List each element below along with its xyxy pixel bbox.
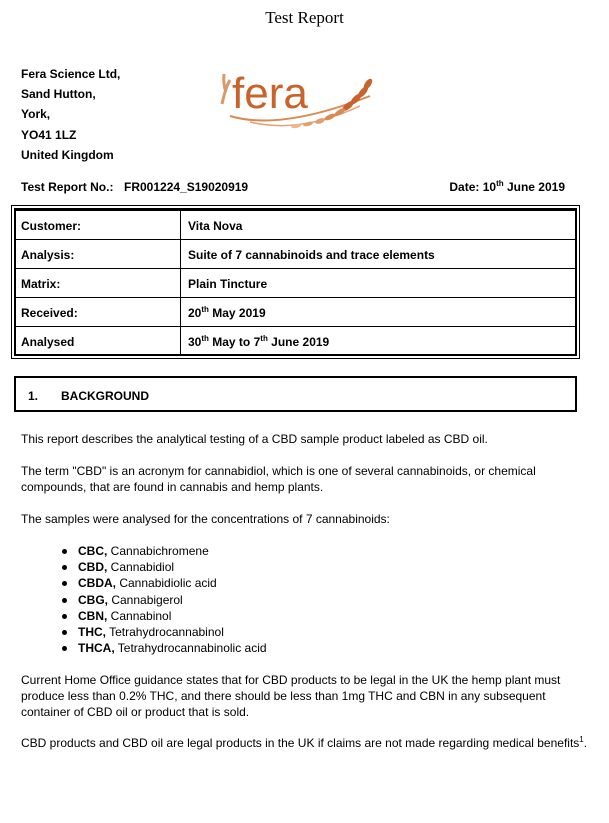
- table-row-analysed: [16, 326, 575, 355]
- cannabinoid-abbr: CBC,: [78, 544, 108, 558]
- cannabinoid-name: Tetrahydrocannabinolic acid: [114, 641, 267, 656]
- legal-text: CBD products and CBD oil are legal products in the UK if claims are not made regarding medical benefits: [21, 736, 580, 750]
- list-item: [62, 559, 267, 575]
- value-part: May 2019: [208, 306, 266, 320]
- value-part: May to 7: [208, 335, 261, 349]
- cannabinoid-abbr: CBD,: [78, 560, 108, 575]
- row-value: [188, 306, 266, 320]
- value-sup: th: [201, 305, 209, 314]
- address-line: Sand Hutton,: [21, 87, 96, 102]
- section-number: 1.: [28, 389, 39, 403]
- row-label: Analysed: [21, 335, 75, 349]
- cannabinoid-list: [62, 543, 267, 656]
- legal-text-end: .: [583, 736, 588, 750]
- value-part: June 2019: [267, 335, 330, 349]
- table-row-matrix: [16, 268, 575, 297]
- row-label: Received:: [21, 306, 78, 320]
- info-table: [14, 208, 577, 356]
- section-title: BACKGROUND: [61, 389, 149, 403]
- fera-logo: [220, 66, 380, 136]
- cannabinoid-name: Tetrahydrocannabinol: [106, 624, 224, 639]
- table-row-customer: [16, 210, 575, 239]
- cannabinoid-abbr: THCA,: [78, 641, 115, 656]
- row-label: Customer:: [21, 219, 82, 233]
- logo-text: fera: [232, 69, 308, 118]
- list-item: [62, 640, 267, 656]
- address-line: United Kingdom: [21, 147, 114, 162]
- table-row-received: [16, 297, 575, 326]
- cannabinoid-name: Cannabidiol: [107, 560, 175, 575]
- list-item: [62, 543, 267, 559]
- cannabinoid-name: Cannabigerol: [108, 592, 183, 607]
- list-item: [62, 592, 267, 608]
- paragraph-cbd-definition: The term "CBD" is an acronym for cannabidiol, which is one of several cannabinoids, or chemical compounds, that are found in cannabis and hemp plants.: [21, 464, 536, 494]
- row-value: Suite of 7 cannabinoids and trace elements: [188, 248, 435, 262]
- fera-logo-graphic: [220, 66, 380, 136]
- address-line: YO41 1LZ: [21, 127, 77, 142]
- value-sup: th: [201, 334, 209, 343]
- value-part: 20: [188, 306, 202, 320]
- report-date: [449, 180, 565, 194]
- date-prefix: Date: 10: [449, 180, 497, 194]
- value-sup: th: [260, 334, 268, 343]
- cannabinoid-name: Cannabinol: [107, 608, 172, 623]
- cannabinoid-abbr: THC,: [78, 624, 106, 639]
- row-value: Vita Nova: [188, 219, 243, 233]
- date-suffix: June 2019: [503, 180, 565, 194]
- row-label: Analysis:: [21, 248, 75, 262]
- list-item: [62, 575, 267, 591]
- cannabinoid-abbr: CBDA,: [78, 576, 116, 591]
- test-report-number-label: Test Report No.:: [21, 180, 114, 194]
- address-line: Fera Science Ltd,: [21, 67, 121, 81]
- paragraph-legal-status: [21, 735, 596, 751]
- paragraph-home-office-guidance: Current Home Office guidance states that for CBD products to be legal in the UK the hemp plant must produce less than 0.2% THC, and there should be less than 1mg THC and CBN in any subsequent container of CBD oil or product that is sold.: [21, 673, 561, 719]
- test-report-number-value: FR001224_S19020919: [124, 180, 249, 194]
- cannabinoid-name: Cannabichromene: [107, 544, 209, 558]
- footnote-ref: 1: [579, 735, 584, 744]
- cannabinoid-abbr: CBN,: [78, 608, 108, 623]
- paragraph-intro: This report describes the analytical testing of a CBD sample product labeled as CBD oil.: [21, 432, 488, 446]
- cannabinoid-name: Cannabidiolic acid: [116, 576, 217, 591]
- cannabinoid-abbr: CBG,: [78, 592, 108, 607]
- paragraph-analysis-scope: The samples were analysed for the concentrations of 7 cannabinoids:: [21, 512, 390, 526]
- row-value: [188, 335, 329, 349]
- list-item: [62, 608, 267, 624]
- address-block: [21, 66, 120, 167]
- row-label: Matrix:: [21, 277, 61, 291]
- date-sup: th: [496, 179, 504, 188]
- page-title: Test Report: [265, 8, 344, 27]
- table-row-analysis: [16, 239, 575, 268]
- value-part: 30: [188, 335, 202, 349]
- list-item: [62, 624, 267, 640]
- address-line: York,: [21, 107, 51, 122]
- row-value: Plain Tincture: [188, 277, 268, 291]
- section-heading-background: [14, 376, 577, 412]
